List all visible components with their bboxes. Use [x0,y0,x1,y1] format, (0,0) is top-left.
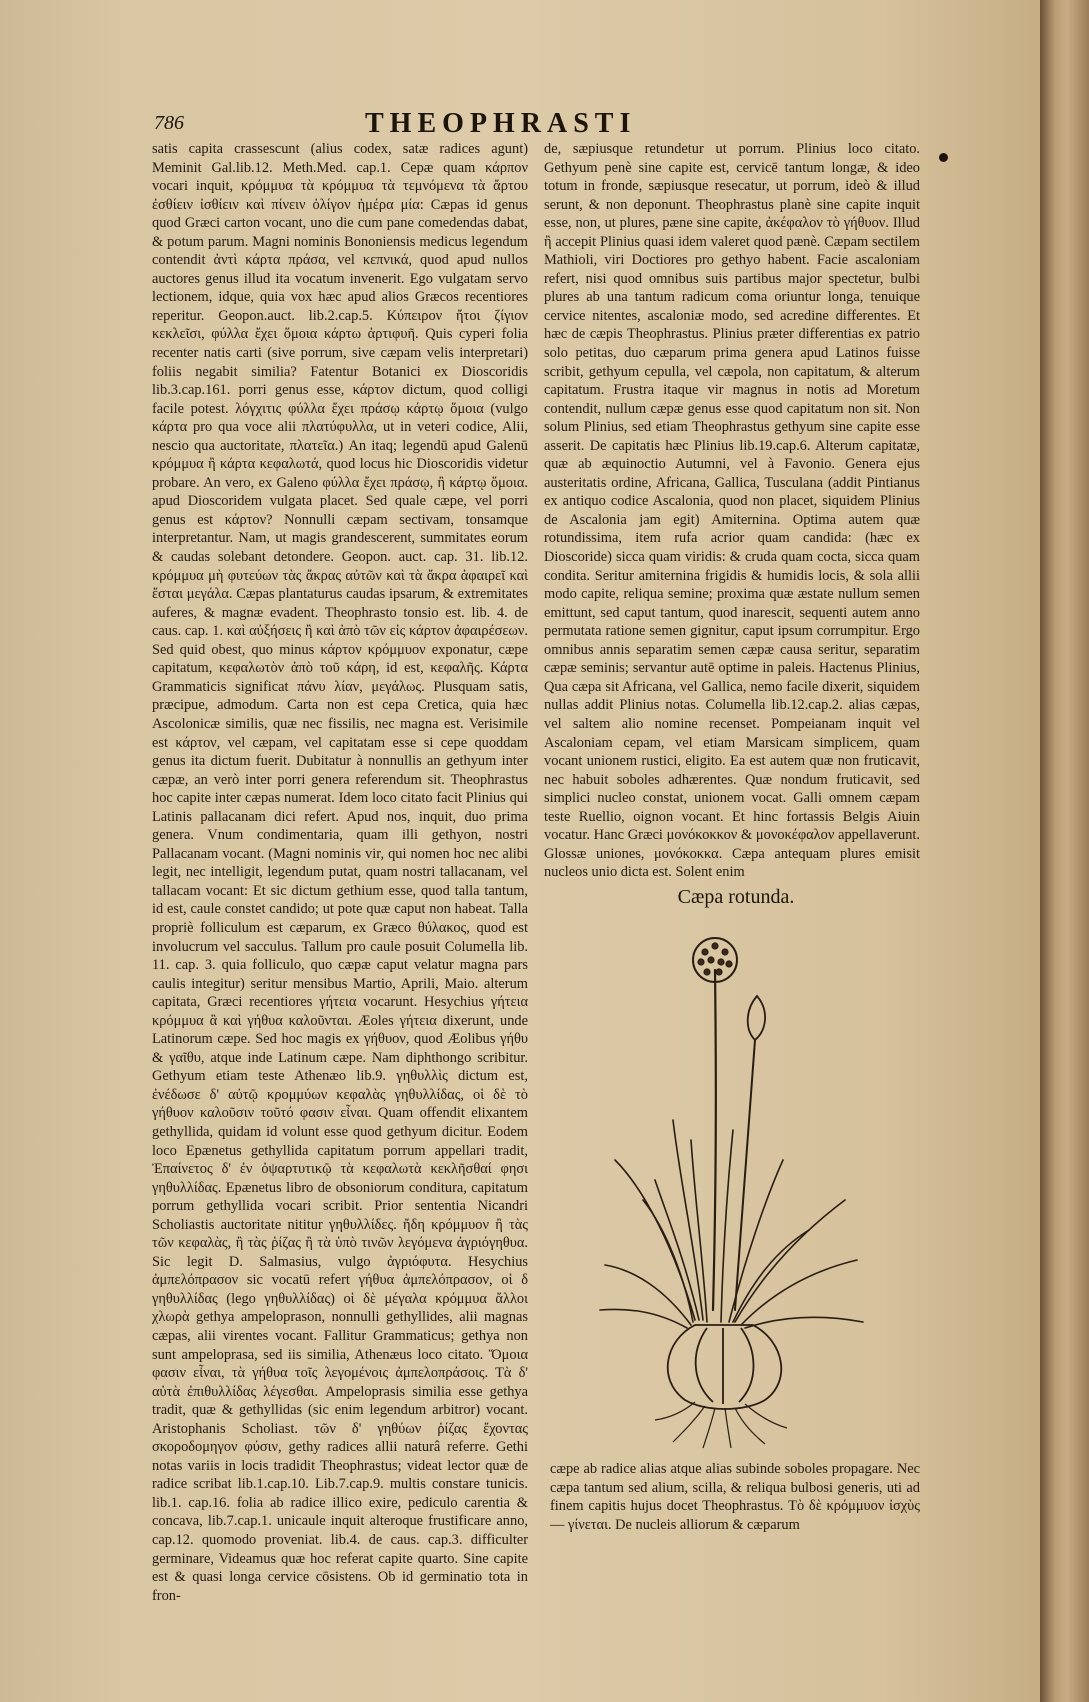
page-number: 786 [154,112,184,134]
right-text-column-continued: cæpe ab radice alias atque alias subinde soboles propagare. Nec cæpa tantum sed alium, scilla, & reliqua bulbosi generis, uti ad finem capitis hujus docet Theophrastus. Τὸ δὲ κρόμμυον ἰσχὺς — γίνεται. De nucleis alliorum & cæparum [550,1461,920,1533]
onion-plant-illustration [595,930,870,1450]
left-text-column: satis capita crassescunt (alius codex, satæ radices agunt) Meminit Gal.lib.12. Meth.Med. cap.1. Cepæ quam κάρπον vocari inquit, κρόμμυα τὰ κρόμμυα τὰ τεμνόμενα τὰ ἄρτου ἐσθίειν ἰσθίειν καὶ πίνειν ὀλίγον ἡμέρα μία: Cæpas id genus quod Græci carton vocant, uno die cum pane comedendas dabat, & potum parum. Magni nominis Bononiensis medicus legendum contendit ἀντὶ κάρτα πράσα, vel κεπνικά, quod apud nullos auctores genus illud ita vocatum invenerit. Ego vulgatam servo lectionem, idque, quia vox hæc apud alios Græcos recentiores reperitur. Geopon.auct. lib.2.cap.5. Κύπειρον ἤτοι ζίγιον κεκλεῖσι, φύλλα ἔχει ὅμοια κάρτω ἀρτιφυῆ. Quis cyperi folia recenter natis carti (sive porrum, sive cæpam velis interpretari) foliis negabit similia? Fatentur Botanici ex Dioscoridis lib.3.cap.161. porri genus esse, κάρτον dictum, quod colligi facile potest. λόγχιτις φύλλα ἔχει πράσῳ κάρτῳ ὅμοια (vulgo κάρτα pro qua voce alii πλατύφυλλα, ut in veteri codice, Alii, nescio qua auctoritate, πλατεῖα.) An itaq; legendū apud Galenū κρόμμυα ἢ κάρτα κεφαλωτά, quod locus hic Dioscoridis videtur probare. An vero, ex Galeno φύλλα ἔχει πράσῳ, ἢ κάρτῳ ὅμοια. apud Dioscoridem vulgata placet. Sed quale cæpe, vel porri genus est κάρτον? Nonnulli cæpam sectivam, tonsamque interpretantur. Nam, ut magis grandescerent, summitates eorum & caudas solebant detondere. Geopon. auct. cap. 31. lib.12. κρόμμυα μὴ φυτεύων τὰς ἄκρας αὐτῶν καὶ τὰ ἄκρα ἀφαιρεῖ καὶ ἔσται μεγάλα. Cæpas plantaturus caudas ipsarum, & extremitates auferes, & magnæ evadent. Theophrasto tonsio est. lib. 4. de caus. cap. 1. καὶ αὐξήσεις ἢ καὶ ἀπὸ τῶν εἰς κάρτον ἀφαιρέσεων. Sed quid obest, quo minus κάρτον κρόμμυον exponatur, cæpe capitatum, κεφαλωτὸν ἀπὸ τοῦ κάρη, id est, κεφαλῆς. Κάρτα Grammaticis significat πάνυ λίαν, μεγάλως. Plusquam satis, præcipue, admodum. Carta non est cepa Cretica, quia hæc Ascolonicæ similis, quæ nec fissilis, nec magna est. Verisimile est κάρτον, vel cæpam, vel capitatam esse si cepe quoddam genus ita dictum fuerit. Dubitatur à nonnullis an gethyum inter cæpæ, an verò inter porri genera referendum sit. Theophrastus hoc capite inter cæpas numerat. Idem loco citato facit Plinius qui Latinis pallacanam dici refert. Apud nos, inquit, duo prima genera. Vnum condimentaria, quam illi gethyon, nostri Pallacanam vocant. (Magni nominis vir, qui nomen hoc nec alibi legit, nec intelligit, legendum putat, quam nostri tallacanam, vel tallacam vocant: Et sic dictum gethium esse, quod talla tantum, id est, caule constet candido; ut pote quæ caput non habeat. Talla propriè folliculum est cæparum, ex Græco θύλακος, quod est involucrum vel sacculus. Tallum pro caule posuit Columella lib. 11. cap. 3. quia folliculo, quo cæpæ caput velatur magna pars caulis integitur) seritur mensibus Martio, Aprili, Maio. alterum capitata, Græci recentiores γήτεια vocarunt. Hesychius γήτεια κρόμμυα ἃ καὶ γήθυα καλοῦνται. Æoles γήτεια dixerunt, unde Latinorum cæpe. Sed hoc magis ex γήθυον, quod Æolibus γήθυ & γαῖθυ, atque inde Latinum cæpe. Nam diphthongo scribitur. Gethyum etiam teste Athenæo lib.9. γηθυλλὶς dictum est, ἐνέδωσε δ' αὐτῷ κρομμύων κεφαλὰς γηθυλλίδας, οἱ δὲ τὸ γήθυον καλοῦσιν τοῦτό φασιν εἶναι. Quam offendit elixantem gethyllida, quidam id volunt esse quod gethyum dicitur. Eodem loco Epænetus gethyllida capitatum porrum appellari tradit, Ἐπαίνετος δ' ἐν ὀψαρτυτικῷ τὰ κεφαλωτὰ κεκλῆσθαί φησι γηθυλλίδας. Epænetus libro de obsoniorum conditura, capitatum porrum gethyllida vocari scribit. Prior sententia Nicandri Scholiastis auctoritate nititur γηθυλλίδες. ἤδη κρόμμυον ἢ τὰς τῶν κεφαλὰς, ἢ τὰς ῥίζας ἢ τὰ ὑπὸ τινῶν λεγόμενα ἀγριόγηθυα. Sic legit D. Salmasius, vulgo ἀγριόφυτα. Hesychius ἀμπελόπρασον sic vocatū refert γήθυα ἀμπελόπρασον, οἱ δ γηθυλλίδας (lego γηθυλλίδας) οἱ δὲ μέγαλα κρόμμυα ἄλλοι χλωρὰ gethya ampeloprason, nonnulli gethyllides, alii magnas cæpas, alii virentes vocant. Fallitur Grammaticus; gethya non sunt ampeloprasa, sed iis similia, Athenæus loco citato. Ὅμοια φασιν εἶναι, τὰ γήθυα τοῖς λεγομένοις ἀμπελοπράσοις. Τὰ δ' αὐτὰ ἐπιθυλλίδας λέγεσθαι. Ampeloprasis similia esse gethya tradit, quæ & gethyllidas (sic enim legendum arbitror) vocant. Aristophanis Scholiast. τῶν δ' γηθύων ῥίζας ἔχοντας σκοροδομηγον φύσιν, gethy radices allii naturâ referre. Gethi notas variis in locis tradidit Theophrastus; videat lector quæ de radice scribat lib.1.cap.10. Lib.7.cap.9. multis constare tunicis. lib.1. cap.16. folia ab radice illico exire, pediculo carentia & concava, lib.7.cap.1. unicaule inquit alteroque frustificare anno, cap.12. quomodo proveniat. lib.4. de caus. cap.3. difficulter germinare, Videamus quæ hoc referat capite quarto. Sine capite est & quasi longa cervice cōsistens. Ob id germinatio tota in fron- [152,141,528,1604]
running-head: THEOPHRASTI [365,108,637,139]
book-spine-edge [1040,0,1089,1702]
figure-caption: Cæpa rotunda. [677,886,795,908]
right-text-column: de, sæpiusque retundetur ut porrum. Plinius loco citato. Gethyum penè sine capite est, cervicē tantum longæ, & ideo totum in fronde, sæpiusque resecatur, ut porrum, ideò & illud serunt, & non deponunt. Theophrastus planè sine capite inquit esse, non, ut plures, pæne sine capite, ἀκέφαλον τὸ γήθυον. Illud ἢ accepit Plinius quasi idem valeret quod pænè. Cæpam sectilem Mathioli, viri Doctiores pro gethyo habent. Facie ascaloniam refert, nisi quod omnibus suis partibus major spectetur, bulbi plures ab una tantum radicum coma oriuntur longa, tenuique cervice nitentes, ascaloniæ modo, sed acredine differentes. Et hæc de cæpis Theophrastus. Plinius præter differentias ex patrio solo petitas, duo cæparum prima genera apud Latinos fuisse scribit, gethyum cepulla, vel cæpola, non capitatum, & alterum capitatum. Frustra itaque vir magnus in notis ad Moretum contendit, nullum cæpæ genus esse quod capitatum non sit. Non solum Plinius, sed etiam Theophrastus gethyum sine capite esse asserit. De capitatis hæc Plinius lib.19.cap.6. Alterum capitatæ, quæ ab æquinoctio Autumni, vel à Favonio. Genera ejus austeritatis ordine, Africana, Gallica, Tusculana (addit Pintianus ex antiquo codice Ascalonia, quod non placet, siquidem Plinius de Ascalonia jam egit) Amiternina. Optima autem quæ rotundissima, item rufa acrior quam candida: (hæc ex Dioscoride) sicca quam viridis: & cruda quam cocta, sicca quam condita. Seritur amiternina frigidis & humidis locis, & sola allii modo capite, reliqua semine; proxima quæ æstate nullum semen emittunt, sed caput tantum, quod inarescit, sequenti autem anno permutata ratione semen gignitur, caput ipsum corrumpitur. Ergo omnibus annis separatim semen cæpæ causa seritur, separatim cæpæ seminis; servantur autē optime in paleis. Hactenus Plinius, Qua cæpa sit Africana, vel Gallica, nemo facile dixerit, siquidem nullas addit Plinius notas. Columella lib.12.cap.2. alias cæpas, vel saltem alio nomine recenset. Pompeianam inquit vel Ascaloniam cepam, vel etiam Marsicam simplicem, quam vocant unionem rustici, eligito. Ea est autem quæ non fruticavit, nec habuit soboles adhærentes. Quæ nondum fruticavit, sed simplici nucleo constat, unionem vocat. Galli omnem cæpam teste Ruellio, oignon vocant. Et hinc fortassis Belgis Aiuin vocatur. Hanc Græci μονόκοκκον & μονοκέφαλον appellaverunt. Glossæ uniones, μονόκοκκα. Cæpa antequam plures emisit nucleos unio dicta est. Solent enim [544,141,920,881]
ink-speck [939,153,948,162]
